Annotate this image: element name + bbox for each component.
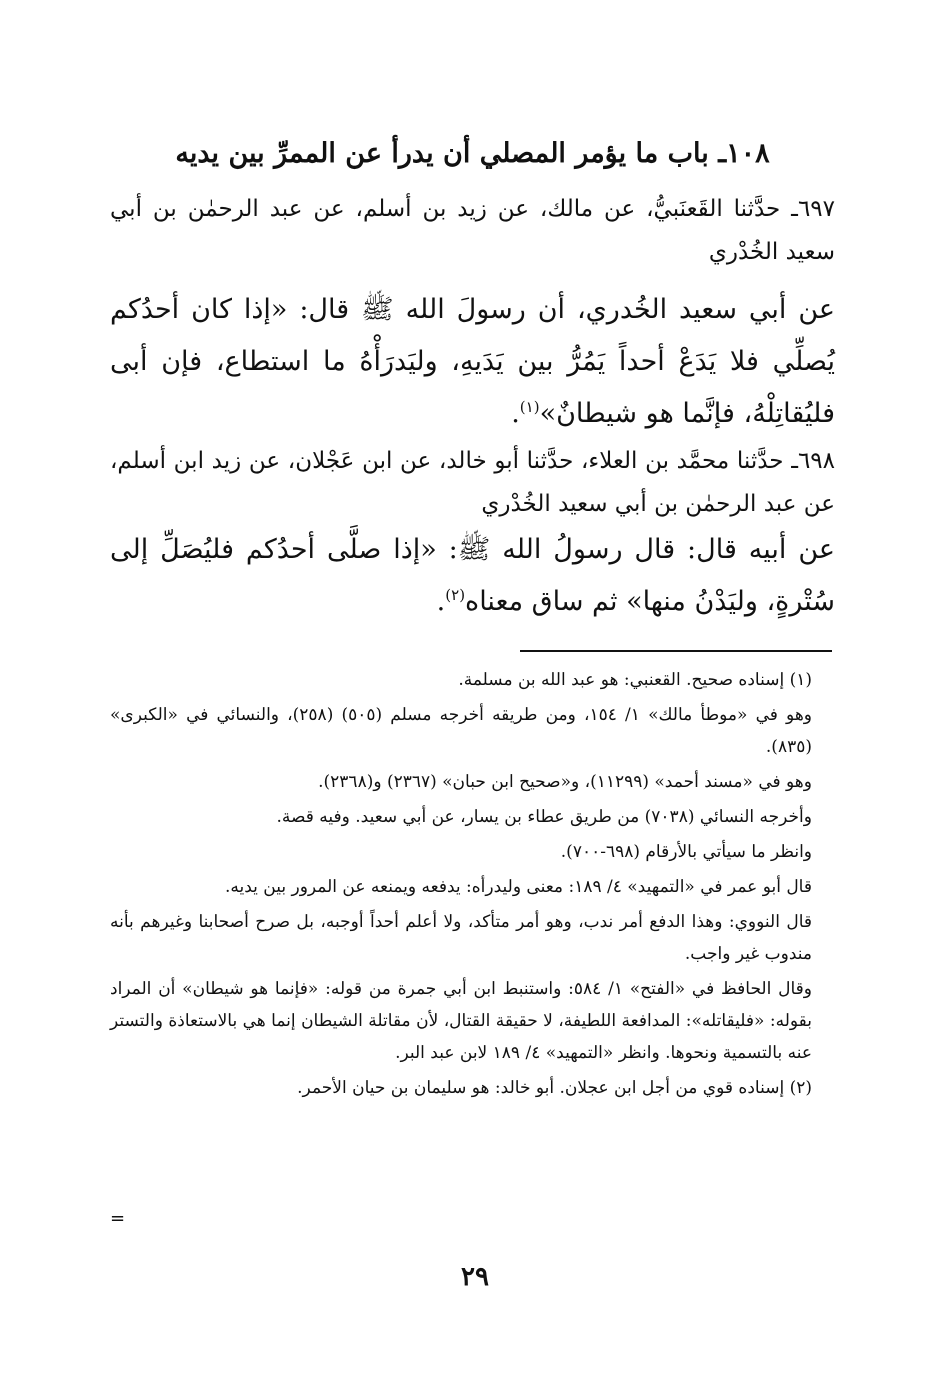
continuation-mark: = <box>110 1208 126 1229</box>
hadith-697-matn-text: عن أبي سعيد الخُدري، أن رسولَ الله ﷺ قال: «إذا كان أحدُكم يُصلِّي فلا يَدَعْ أحداً يَمُرُّ بين يَدَيهِ، وليَدرَأْهُ ما استطاع، فإن أبى فليُقاتِلْهُ، فإنَّما هو شيطانٌ» <box>110 294 835 429</box>
footnote-1-line: وانظر ما سيأتي بالأرقام (٦٩٨-٧٠٠). <box>560 842 812 862</box>
hadith-697-isnad: ٦٩٧ـ حدَّثنا القَعنَبيُّ، عن مالك، عن زيد بن أسلم، عن عبد الرحمٰن بن أبي سعيد الخُدْري <box>110 196 835 265</box>
footnote-ref-2: (٢) <box>445 586 466 604</box>
footnote-1-line: (١) إسناده صحيح. القعنبي: هو عبد الله بن مسلمة. <box>458 670 812 690</box>
footnote-divider <box>520 650 832 652</box>
footnote-1-line: قال النووي: وهذا الدفع أمر ندب، وهو أمر متأكد، ولا أعلم أحداً أوجبه، بل صرح أصحابنا وغيرهم بأنه مندوب غير واجب. <box>110 912 812 964</box>
footnote-1-line: وقال الحافظ في «الفتح» ١/ ٥٨٤: واستنبط ابن أبي جمرة من قوله: «فإنما هو شيطان» أن المراد بقوله: «فليقاتله»: المدافعة اللطيفة، لا حقيقة القتال، لأن مقاتلة الشيطان إنما هي بالاستعاذة والتستر عنه بالتسمية ونحوها. وانظر «التمهيد» ٤/ ١٨٩ لابن عبد البر. <box>110 979 812 1063</box>
hadith-697-matn <box>110 284 835 440</box>
hadith-698-matn <box>110 524 835 628</box>
page-number: ٢٩ <box>461 1262 489 1292</box>
hadith-698-isnad: ٦٩٨ـ حدَّثنا محمَّد بن العلاء، حدَّثنا أبو خالد، عن ابن عَجْلان، عن زيد ابن أسلم، عن عبد الرحمٰن بن أبي سعيد الخُدْري <box>110 448 835 517</box>
hadith-698-matn-text: عن أبيه قال: قال رسولُ الله ﷺ: «إذا صلَّى أحدُكم فليُصَلِّ إلى سُتْرةٍ، وليَدْنُ منها» ثم ساق معناه <box>110 534 835 617</box>
hadith-697-end: . <box>511 398 520 429</box>
chapter-title: ١٠٨ـ باب ما يؤمر المصلي أن يدرأ عن الممرِّ بين يديه <box>175 138 770 169</box>
footnote-1-line: وأخرجه النسائي (٧٠٣٨) من طريق عطاء بن يسار، عن أبي سعيد. وفيه قصة. <box>276 807 812 827</box>
footnote-1-line: وهو في «مسند أحمد» (١١٢٩٩)، و«صحيح ابن حبان» (٢٣٦٧) و(٢٣٦٨). <box>318 772 812 792</box>
hadith-698-end: . <box>436 586 446 617</box>
footnote-2: (٢) إسناده قوي من أجل ابن عجلان. أبو خالد: هو سليمان بن حيان الأحمر. <box>297 1078 812 1098</box>
footnote-1-line: قال أبو عمر في «التمهيد» ٤/ ١٨٩: معنى وليدرأه: يدفعه ويمنعه عن المرور بين يديه. <box>224 877 812 897</box>
footnotes <box>110 664 832 1107</box>
footnote-ref-1: (١) <box>519 398 540 416</box>
footnote-1-line: وهو في «موطأ مالك» ١/ ١٥٤، ومن طريقه أخرجه مسلم (٥٠٥) (٢٥٨)، والنسائي في «الكبرى» (٨٣٥). <box>110 705 812 757</box>
